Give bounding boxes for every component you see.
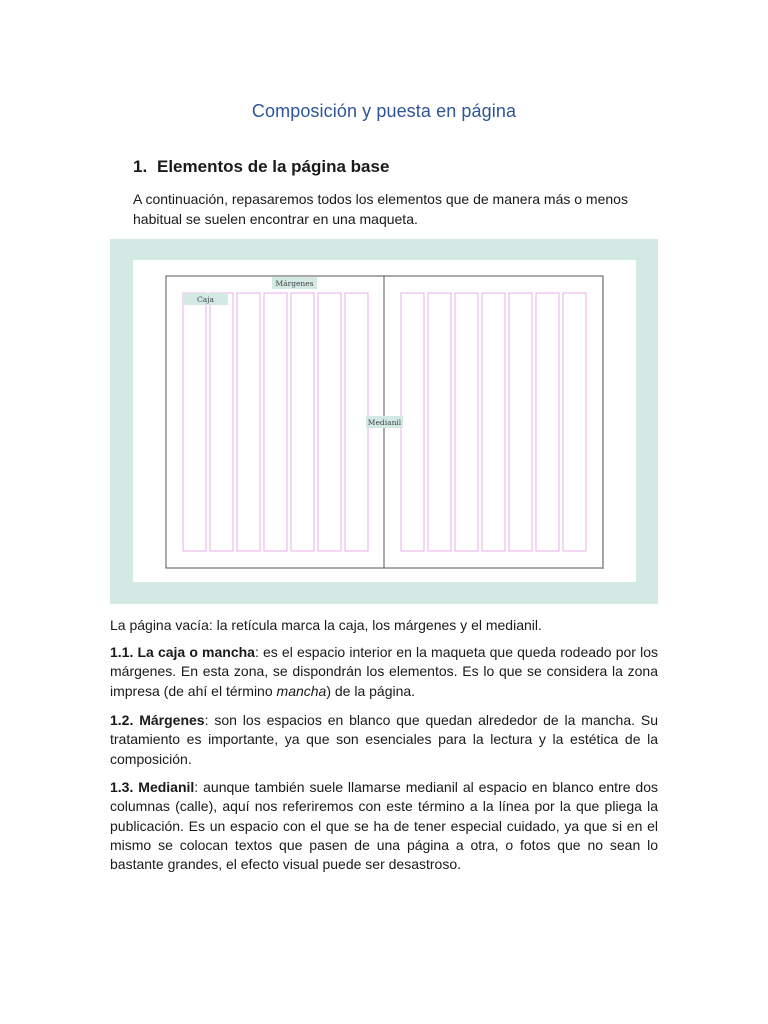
left-column-5 — [291, 293, 314, 551]
paragraph-caja-text-b: ) de la página. — [326, 682, 416, 699]
margenes-label: Márgenes — [275, 279, 314, 288]
caja-label: Caja — [196, 295, 215, 304]
right-column-4 — [482, 293, 505, 551]
left-page-border — [166, 276, 384, 568]
section-number: 1. — [133, 157, 148, 176]
right-column-1 — [401, 293, 424, 551]
left-column-2 — [210, 293, 233, 551]
paragraph-caja-text-a: : es el espacio interior en la maqueta que queda rodeado por los márgenes. En esta zona, se dispondrán los elementos. Es lo que se considera la zona impresa (de ahí el término — [110, 644, 659, 699]
right-column-5 — [509, 293, 532, 551]
right-column-6 — [536, 293, 559, 551]
grid-diagram — [133, 260, 636, 582]
left-column-6 — [318, 293, 341, 551]
figure-caption: La página vacía: la retícula marca la caja, los márgenes y el medianil. — [110, 617, 542, 633]
right-page-border — [384, 276, 603, 568]
intro-paragraph: A continuación, repasaremos todos los elementos que de manera más o menos habitual se suelen encontrar en una maqueta. — [133, 191, 628, 227]
left-column-7 — [345, 293, 368, 551]
right-page-columns — [401, 293, 586, 551]
term-caja: 1.1. La caja o mancha — [110, 644, 255, 660]
left-column-3 — [237, 293, 260, 551]
paragraph-medianil-text: : aunque también suele llamarse medianil al espacio en blanco entre dos columnas (calle), aquí nos referiremos con este término a la línea por la que pliega la publicación. Es un espacio con el que se ha de tener especial cuidado, ya que si en el mismo se colocan textos que pasen de una página a otra, o fotos que no sean lo bastante grandes, el efecto visual puede ser desastroso. — [110, 779, 658, 873]
section-heading — [133, 157, 389, 177]
layout-figure — [110, 239, 658, 604]
paragraph-caja-emphasis: mancha — [276, 682, 327, 699]
paragraph-caja — [110, 643, 658, 701]
section-heading-text: Elementos de la página base — [157, 157, 390, 176]
term-margenes: 1.2. Márgenes — [110, 712, 205, 728]
paragraph-medianil — [110, 778, 658, 874]
medianil-label: Medianil — [367, 418, 402, 427]
left-column-4 — [264, 293, 287, 551]
paragraph-margenes-text: : son los espacios en blanco que quedan alrededor de la mancha. Su tratamiento es importante, ya que son esenciales para la lectura y la estética de la composición. — [110, 712, 658, 767]
left-column-1 — [183, 293, 206, 551]
left-page-columns — [183, 293, 368, 551]
term-medianil: 1.3. Medianil — [110, 779, 195, 795]
right-column-2 — [428, 293, 451, 551]
document-title: Composición y puesta en página — [251, 101, 517, 121]
right-column-3 — [455, 293, 478, 551]
figure-canvas — [133, 260, 636, 582]
paragraph-margenes — [110, 711, 658, 769]
right-column-7 — [563, 293, 586, 551]
